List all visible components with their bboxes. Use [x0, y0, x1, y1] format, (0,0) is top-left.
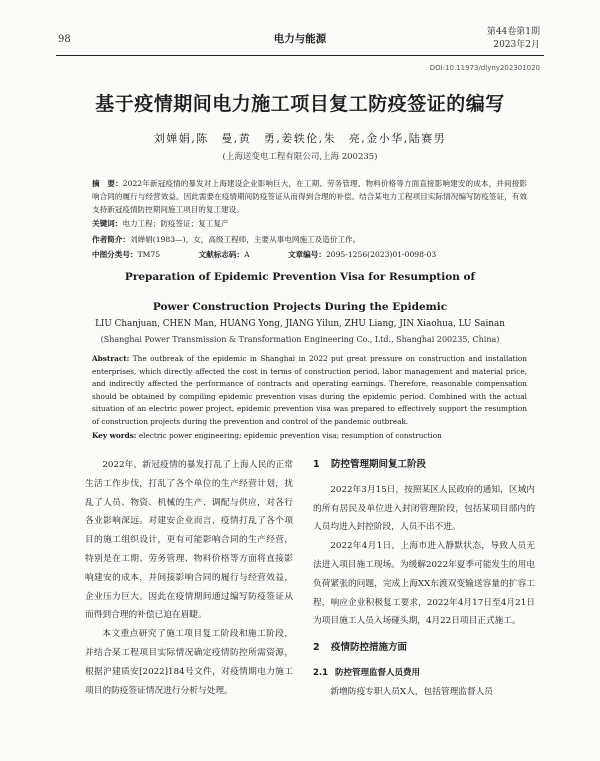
- article-value: 2095-1256(2023)01-0098-03: [325, 250, 437, 259]
- author-intro-label: 作者简介：: [92, 235, 130, 244]
- section-2-number: 2: [313, 642, 320, 654]
- abstract-cn-label: 摘 要：: [92, 179, 123, 188]
- abstract-cn: [92, 178, 527, 216]
- body-paragraph: 2022年4月1日，上海市进入静默状态，导致人员无法进入项目施工现场。为缓解2022年夏季可能发生的用电负荷紧张的问题，完成上海XX东渡双变输送容量的扩容工程，响应企业积极复工要求，2022年4月17日至4月21日为项目施工人员入场碰头期，4月22日项目正式施工。: [313, 541, 535, 627]
- keywords-en-label: Key words:: [92, 431, 137, 440]
- keywords-en: [92, 431, 442, 440]
- classification-row: [92, 249, 532, 260]
- section-1-title: 防控管理期间复工阶段: [331, 459, 427, 470]
- section-1-heading: [313, 456, 535, 475]
- affiliation-cn: (上海送变电工程有限公司,上海 200235): [222, 152, 378, 162]
- doc-value: A: [244, 250, 250, 259]
- title-cn: 基于疫情期间电力施工项目复工防疫签证的编写: [95, 93, 505, 115]
- doc-code: [199, 250, 268, 259]
- article-label: 文章编号：: [287, 250, 326, 259]
- title-en-line1: Preparation of Epidemic Prevention Visa for Resumption of: [124, 271, 476, 283]
- header-rule: [56, 55, 544, 56]
- body-paragraph: 本文重点研究了施工项目复工阶段和施工阶段，并结合某工程项目实际情况确定疫情防控所需资源，根据沪建质安[2022]184号文件，对疫情期电力施工项目的防疫签证情况进行分析与处理。: [85, 629, 293, 696]
- journal-name: 电力与能源: [273, 33, 327, 45]
- subsection-2-1-title: 防控管理监督人员费用: [335, 667, 421, 678]
- title-en-line2: Power Construction Projects During the Epidemic: [152, 301, 448, 313]
- section-2-title: 疫情防控措施方面: [331, 642, 408, 654]
- keywords-cn: [92, 218, 229, 229]
- clc-label: 中图分类号：: [92, 250, 138, 259]
- issue-date: 2023年2月: [493, 40, 540, 50]
- article-number: [288, 250, 454, 259]
- clc: [92, 250, 178, 259]
- issue-info: [487, 26, 540, 52]
- abstract-cn-text: 2022年新冠疫情的暴发对上海建设企业影响巨大，在工期、劳务管理、物料价格等方面直接影响建安的成本，并间接影响合同的履行与经营效益。因此需要在疫情期间防疫签证从而得到合理的补偿。结合某电力工程项目实际情况编写防疫签证，有效支持新冠疫情防控期间施工项目的复工建设。: [92, 179, 527, 214]
- abstract-en-text: The outbreak of the epidemic in Shanghai in 2022 put great pressure on construction and installation enterprises, which directly affected the cost in terms of construction period, labor management and material price, and indirectly affected the performance of contracts and operating earnings. Therefore, reasonable compensation should be obtained by compiling epidemic prevention visas during the epidemic period. Combined with the actual situation of an electric power project, epidemic prevention visa was prepared to effectively support the resumption of construction projects during the prevention and control of the pandemic outbreak.: [92, 354, 527, 426]
- body-left-column: [85, 456, 293, 700]
- author-intro: [92, 234, 360, 245]
- subsection-2-1-number: 2.1: [313, 667, 329, 678]
- author-intro-text: 刘婵娟(1983—)，女，高级工程师，主要从事电网施工及造价工作。: [129, 235, 361, 244]
- body-paragraph: 2022年，新冠疫情的暴发打乱了上海人民的正常生活工作步伐，打乱了各个单位的生产经营计划，扰乱了人员、物资、机械的生产、调配与供应，对各行各业影响深远。对建安企业而言，疫情打乱了各个项目的施工组织设计，更有可能影响合同的生产经营，特别是在工期、劳务管理、物料价格等方面将直接影响建安的成本，并间接影响合同的履行与经营效益，企业压力巨大。因此在疫情期间通过编写防疫签证从而得到合理的补偿已迫在眉睫。: [85, 460, 293, 621]
- section-1-number: 1: [313, 459, 320, 470]
- abstract-en: [92, 353, 527, 428]
- keywords-cn-text: 电力工程；防疫签证；复工复产: [122, 219, 229, 228]
- title-en: [0, 266, 600, 318]
- section-2-heading: [313, 639, 535, 658]
- page-number: 98: [58, 34, 71, 45]
- clc-value: TM75: [137, 250, 161, 259]
- subsection-2-1-heading: [313, 664, 535, 683]
- authors-cn: 刘婵娟,陈 曼,黄 勇,姜轶伦,朱 亮,金小华,陆赛男: [153, 132, 447, 145]
- affiliation-en: (Shanghai Power Transmission & Transformation Engineering Co., Ltd., Shanghai 200235, China): [100, 335, 500, 344]
- body-paragraph: 新增防疫专职人员X人，包括管理监督人员: [330, 686, 493, 697]
- volume-issue: 第44卷第1期: [486, 27, 540, 37]
- keywords-en-text: electric power engineering; epidemic prevention visa; resumption of construction: [136, 431, 442, 440]
- authors-en: LIU Chanjuan, CHEN Man, HUANG Yong, JIANG Yilun, ZHU Liang, JIN Xiaohua, LU Sainan: [95, 319, 505, 329]
- keywords-cn-label: 关键词：: [92, 219, 123, 228]
- doc-label: 文献标志码：: [198, 250, 245, 259]
- doi: DOI:10.11973/dlyny202301020: [429, 64, 540, 72]
- body-paragraph: 2022年3月15日，按照某区人民政府的通知，区域内的所有居民及单位进入封闭管理阶段，包括某项目部内的人员均进入封控阶段，人员不出不进。: [313, 484, 535, 533]
- body-right-column: [313, 456, 535, 702]
- abstract-en-label: Abstract:: [92, 354, 130, 363]
